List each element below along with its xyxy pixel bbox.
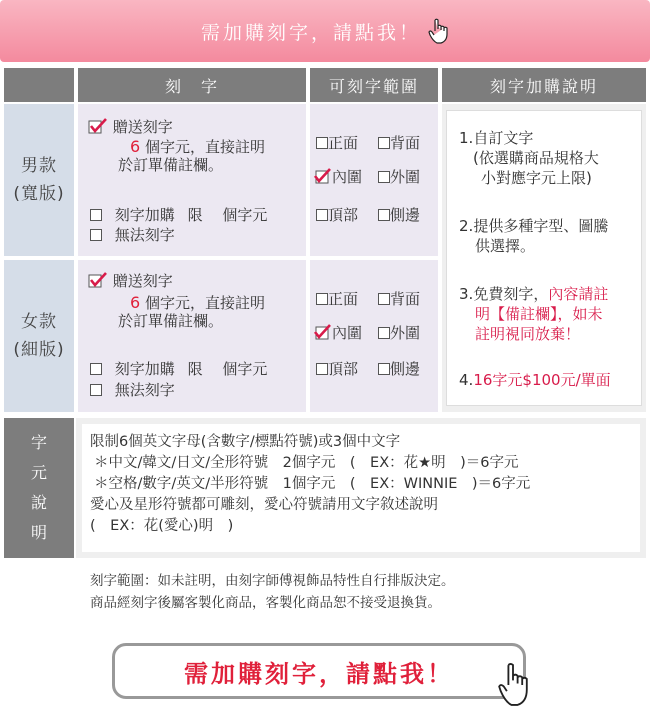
notes-label bbox=[4, 418, 74, 558]
pointing-hand-icon bbox=[496, 662, 530, 708]
row-label-female bbox=[4, 260, 74, 412]
male-range-top[interactable] bbox=[316, 204, 358, 225]
range-back-label: 背面 bbox=[390, 134, 421, 152]
desc-item-3-line3: 註明視同放棄！ bbox=[475, 325, 581, 343]
female-buy-label: 刻字加購 bbox=[114, 360, 175, 378]
desc-item-4-num: 4. bbox=[459, 371, 474, 389]
male-label: 男款 bbox=[21, 156, 57, 176]
female-range-back[interactable] bbox=[378, 288, 420, 309]
description-panel bbox=[442, 104, 646, 412]
female-buy-option[interactable] bbox=[90, 360, 267, 379]
checkbox[interactable] bbox=[316, 363, 328, 375]
checkbox[interactable] bbox=[378, 171, 390, 183]
checkbox[interactable] bbox=[378, 137, 390, 149]
male-gift-text1: 個字元，直接註明 bbox=[140, 138, 265, 156]
checkmark-icon bbox=[312, 168, 332, 184]
range-front-label: 正面 bbox=[328, 290, 359, 308]
checkbox[interactable] bbox=[378, 209, 390, 221]
footer-notes bbox=[90, 570, 455, 614]
notes-label-char: 明 bbox=[30, 523, 47, 542]
female-range-outer[interactable] bbox=[378, 322, 420, 343]
female-range-inner[interactable] bbox=[312, 322, 362, 343]
footer-line: 商品經刻字後屬客製化商品，客製化商品恕不接受退換貨。 bbox=[90, 595, 441, 611]
checkmark-icon bbox=[88, 272, 108, 288]
notes-label-char: 字 bbox=[30, 433, 47, 452]
range-outer-label: 外圍 bbox=[390, 324, 421, 342]
female-engrave-cell bbox=[78, 260, 306, 412]
female-gift-text1: 個字元，直接註明 bbox=[140, 294, 265, 312]
range-top-label: 頂部 bbox=[328, 206, 359, 224]
header-blank bbox=[4, 68, 74, 102]
male-none-option[interactable] bbox=[90, 226, 175, 245]
checkbox[interactable] bbox=[90, 209, 102, 221]
male-range-side[interactable] bbox=[378, 204, 420, 225]
female-none-option[interactable] bbox=[90, 381, 175, 400]
female-range-top[interactable] bbox=[316, 358, 358, 379]
row-label-male bbox=[4, 104, 74, 256]
male-gift-desc bbox=[130, 137, 265, 157]
female-gift-desc bbox=[130, 293, 265, 313]
female-gift-label: 贈送刻字 bbox=[112, 272, 173, 290]
desc-item-3-line1a: 免費刻字， bbox=[473, 285, 549, 303]
description-inner bbox=[446, 110, 642, 406]
note-line: ＊中文/韓文/日文/全形符號 2個字元 ( EX：花★明 )＝6字元 bbox=[94, 455, 519, 471]
notes-label-char: 說 bbox=[30, 493, 47, 512]
checkbox[interactable] bbox=[316, 293, 328, 305]
range-back-label: 背面 bbox=[390, 290, 421, 308]
female-range-side[interactable] bbox=[378, 358, 420, 379]
male-engrave-cell bbox=[78, 104, 306, 256]
male-gift-option[interactable] bbox=[88, 118, 173, 137]
female-label: 女款 bbox=[21, 312, 57, 332]
desc-item-3 bbox=[459, 285, 608, 304]
range-side-label: 側邊 bbox=[390, 206, 421, 224]
note-line: 限制6個英文字母(含數字/標點符號)或3個中文字 bbox=[90, 434, 401, 450]
range-side-label: 側邊 bbox=[390, 360, 421, 378]
checkbox[interactable] bbox=[378, 327, 390, 339]
checkbox[interactable] bbox=[90, 363, 102, 375]
desc-item-4 bbox=[459, 371, 611, 390]
female-gift-text2: 於訂單備註欄。 bbox=[118, 312, 224, 330]
female-buy-limit: 限 個字元 bbox=[187, 360, 268, 378]
desc-item-2 bbox=[459, 217, 608, 236]
desc-item-2-num: 2. bbox=[459, 217, 474, 235]
female-sublabel: (細版) bbox=[13, 340, 65, 360]
pointing-hand-icon bbox=[427, 18, 449, 44]
desc-item-1-num: 1. bbox=[459, 129, 474, 147]
male-range-inner[interactable] bbox=[312, 166, 362, 187]
desc-item-2-line2: 供選擇。 bbox=[475, 237, 536, 255]
checkbox[interactable] bbox=[90, 229, 102, 241]
male-none-label: 無法刻字 bbox=[114, 226, 175, 244]
range-front-label: 正面 bbox=[328, 134, 359, 152]
male-buy-limit: 限 個字元 bbox=[187, 206, 268, 224]
range-inner-label: 內圍 bbox=[332, 324, 363, 342]
female-gift-option[interactable] bbox=[88, 272, 173, 291]
checkmark-icon bbox=[312, 324, 332, 340]
cta-text: 需加購刻字，請點我！ bbox=[184, 659, 454, 688]
male-range-back[interactable] bbox=[378, 132, 420, 153]
male-buy-option[interactable] bbox=[90, 206, 267, 225]
male-gift-label: 贈送刻字 bbox=[112, 118, 173, 136]
female-range-front[interactable] bbox=[316, 288, 358, 309]
desc-item-1 bbox=[459, 129, 533, 148]
desc-item-3-line1b: 內容請註 bbox=[548, 285, 609, 303]
male-range-front[interactable] bbox=[316, 132, 358, 153]
notes-content bbox=[82, 424, 640, 552]
header-range: 可刻字範圍 bbox=[310, 68, 438, 102]
female-range-cell bbox=[310, 260, 438, 412]
male-gift-count: 6 bbox=[130, 137, 141, 156]
range-top-label: 頂部 bbox=[328, 360, 359, 378]
header-engrave: 刻 字 bbox=[78, 68, 306, 102]
note-line: ( EX：花(愛心)明 ) bbox=[90, 518, 234, 534]
desc-item-3-line2: 明【備註欄】，如未 bbox=[475, 305, 603, 323]
checkmark-icon bbox=[88, 118, 108, 134]
male-range-cell bbox=[310, 104, 438, 256]
checkbox[interactable] bbox=[316, 209, 328, 221]
desc-item-4-text: 16字元$100元/單面 bbox=[473, 371, 611, 389]
header-description: 刻字加購說明 bbox=[442, 68, 646, 102]
male-buy-label: 刻字加購 bbox=[114, 206, 175, 224]
footer-line: 刻字範圍：如未註明，由刻字師傅視飾品特性自行排版決定。 bbox=[90, 573, 455, 589]
note-line: ＊空格/數字/英文/半形符號 1個字元 ( EX：WINNIE )＝6字元 bbox=[94, 476, 531, 492]
add-engraving-button[interactable] bbox=[112, 643, 526, 699]
checkbox[interactable] bbox=[90, 384, 102, 396]
desc-item-3-num: 3. bbox=[459, 285, 474, 303]
male-range-outer[interactable] bbox=[378, 166, 420, 187]
female-gift-count: 6 bbox=[130, 293, 141, 312]
notes-label-char: 元 bbox=[30, 463, 47, 482]
desc-item-2-line1: 提供多種字型、圖騰 bbox=[473, 217, 609, 235]
range-outer-label: 外圍 bbox=[390, 168, 421, 186]
desc-item-1-title: 自訂文字 bbox=[473, 129, 534, 147]
range-inner-label: 內圍 bbox=[332, 168, 363, 186]
note-line: 愛心及星形符號都可雕刻，愛心符號請用文字敘述說明 bbox=[90, 497, 438, 513]
male-gift-text2: 於訂單備註欄。 bbox=[118, 156, 224, 174]
checkbox[interactable] bbox=[378, 363, 390, 375]
male-sublabel: (寬版) bbox=[13, 184, 65, 204]
female-none-label: 無法刻字 bbox=[114, 381, 175, 399]
checkbox[interactable] bbox=[316, 137, 328, 149]
banner-text: 需加購刻字，請點我！ bbox=[200, 21, 421, 44]
checkbox[interactable] bbox=[378, 293, 390, 305]
desc-item-1-line2: (依選購商品規格大 bbox=[473, 149, 599, 167]
top-banner-button[interactable] bbox=[0, 0, 650, 62]
desc-item-1-line3: 小對應字元上限) bbox=[481, 169, 592, 187]
